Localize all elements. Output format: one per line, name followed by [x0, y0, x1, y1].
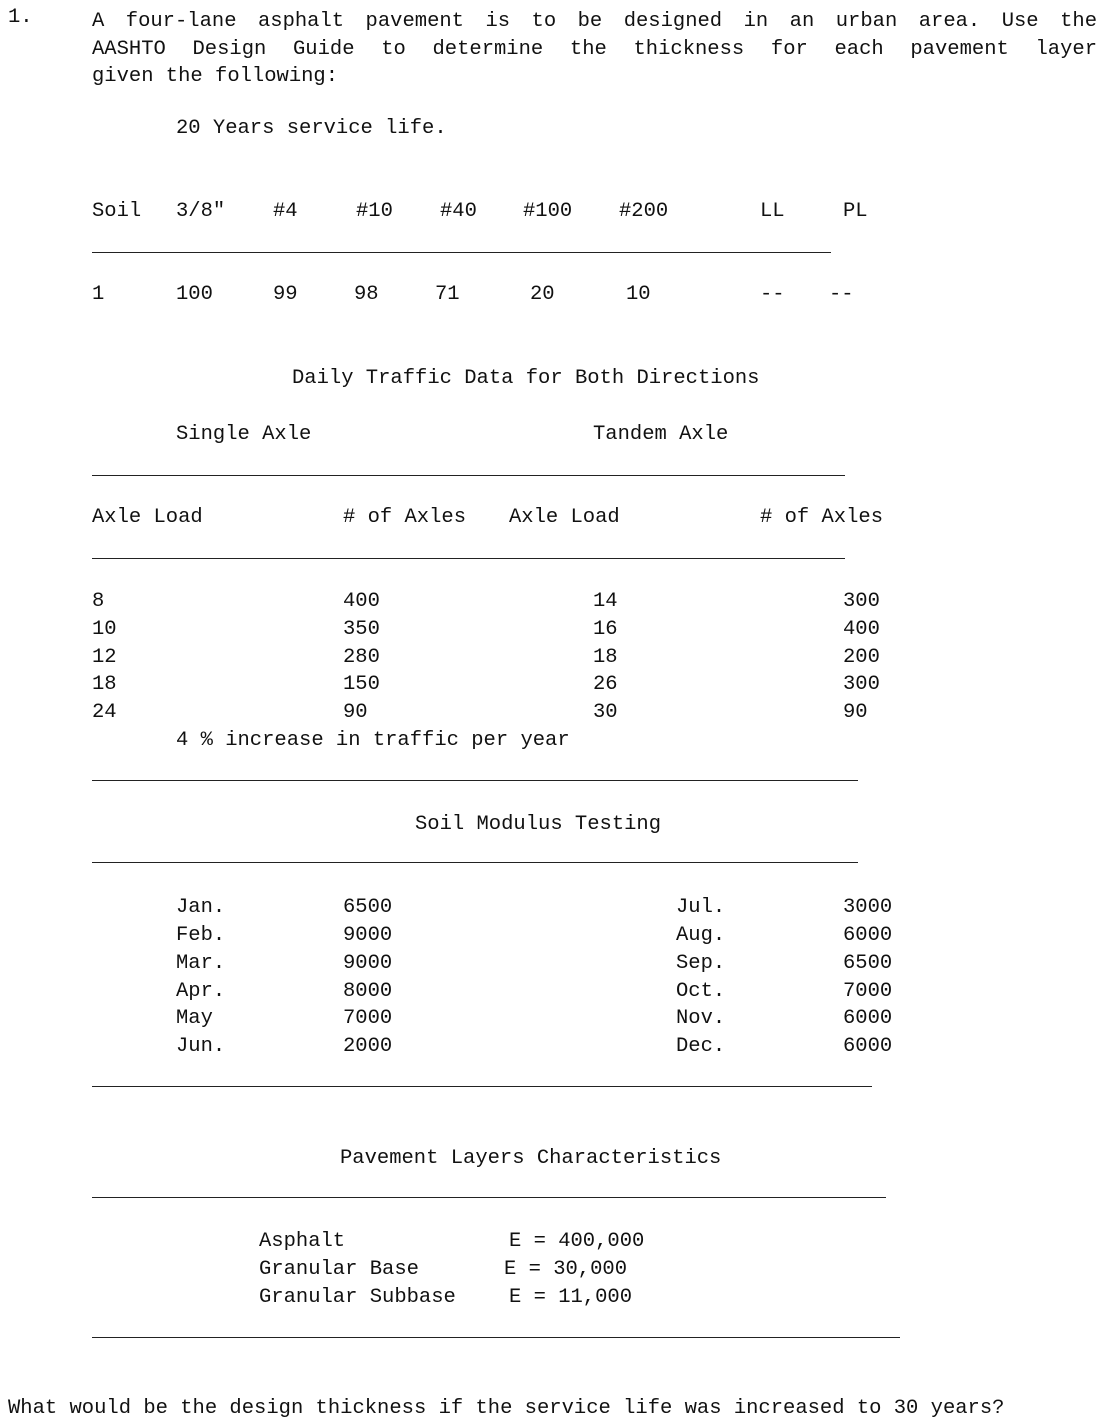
soil-cell: 10 [626, 283, 651, 306]
service-life: 20 Years service life. [176, 117, 447, 140]
traffic-cell: 90 [343, 701, 368, 724]
divider [92, 252, 831, 253]
layer-name: Granular Base [259, 1258, 419, 1281]
month-label: Dec. [676, 1035, 726, 1058]
month-label: Oct. [676, 980, 726, 1003]
soil-header-3-8: 3/8" [176, 200, 226, 223]
layer-modulus: E = 30,000 [504, 1258, 628, 1281]
soil-cell: -- [760, 283, 785, 306]
soil-header-ll: LL [760, 200, 785, 223]
soil-cell: 71 [435, 283, 460, 306]
month-label: Jan. [176, 896, 226, 919]
modulus-value: 3000 [843, 896, 893, 919]
traffic-cell: 350 [343, 618, 380, 641]
modulus-value: 9000 [343, 952, 393, 975]
follow-up-question: What would be the design thickness if the service life was increased to 30 years? [8, 1397, 1005, 1420]
traffic-cell: 16 [593, 618, 618, 641]
traffic-col-header: Axle Load [509, 506, 620, 529]
month-label: Apr. [176, 980, 226, 1003]
soil-cell: 98 [354, 283, 379, 306]
traffic-col-header: # of Axles [343, 506, 467, 529]
traffic-cell: 200 [843, 646, 880, 669]
modulus-value: 6500 [343, 896, 393, 919]
tandem-axle-heading: Tandem Axle [593, 423, 729, 446]
month-label: Jul. [676, 896, 726, 919]
traffic-col-header: # of Axles [760, 506, 884, 529]
traffic-title: Daily Traffic Data for Both Directions [292, 367, 760, 390]
layers-title: Pavement Layers Characteristics [340, 1147, 722, 1170]
month-label: Mar. [176, 952, 226, 975]
traffic-cell: 150 [343, 673, 380, 696]
layer-name: Granular Subbase [259, 1286, 456, 1309]
single-axle-heading: Single Axle [176, 423, 312, 446]
traffic-cell: 12 [92, 646, 117, 669]
soil-header-100: #100 [523, 200, 573, 223]
traffic-cell: 8 [92, 590, 105, 613]
month-label: Nov. [676, 1007, 726, 1030]
divider [92, 1086, 872, 1087]
soil-modulus-title: Soil Modulus Testing [415, 813, 662, 836]
month-label: Sep. [676, 952, 726, 975]
divider [92, 862, 858, 863]
soil-cell: -- [829, 283, 854, 306]
modulus-value: 7000 [843, 980, 893, 1003]
problem-number: 1. [8, 6, 33, 29]
traffic-cell: 300 [843, 673, 880, 696]
month-label: Feb. [176, 924, 226, 947]
traffic-cell: 10 [92, 618, 117, 641]
problem-statement [92, 8, 1097, 91]
traffic-cell: 18 [593, 646, 618, 669]
modulus-value: 6000 [843, 924, 893, 947]
soil-header-soil: Soil [92, 200, 142, 223]
soil-cell: 20 [530, 283, 555, 306]
layer-name: Asphalt [259, 1230, 346, 1253]
traffic-cell: 90 [843, 701, 868, 724]
modulus-value: 6000 [843, 1007, 893, 1030]
problem-line: AASHTO Design Guide to determine the thickness for each pavement layer [92, 37, 1097, 61]
month-label: May [176, 1007, 213, 1030]
traffic-cell: 26 [593, 673, 618, 696]
soil-cell: 99 [273, 283, 298, 306]
soil-cell: 1 [92, 283, 105, 306]
traffic-cell: 18 [92, 673, 117, 696]
layer-modulus: E = 11,000 [509, 1286, 633, 1309]
modulus-value: 6000 [843, 1035, 893, 1058]
soil-header-200: #200 [619, 200, 669, 223]
traffic-cell: 280 [343, 646, 380, 669]
month-label: Aug. [676, 924, 726, 947]
soil-header-40: #40 [440, 200, 477, 223]
problem-line: given the following: [92, 65, 339, 89]
soil-header-pl: PL [843, 200, 868, 223]
traffic-cell: 300 [843, 590, 880, 613]
modulus-value: 8000 [343, 980, 393, 1003]
month-label: Jun. [176, 1035, 226, 1058]
traffic-cell: 24 [92, 701, 117, 724]
problem-line: A four-lane asphalt pavement is to be designed in an urban area. Use the [92, 10, 1097, 33]
divider [92, 475, 845, 476]
modulus-value: 9000 [343, 924, 393, 947]
modulus-value: 2000 [343, 1035, 393, 1058]
soil-cell: 100 [176, 283, 213, 306]
layer-modulus: E = 400,000 [509, 1230, 645, 1253]
soil-header-4: #4 [273, 200, 298, 223]
traffic-cell: 400 [343, 590, 380, 613]
divider [92, 1197, 886, 1198]
traffic-cell: 400 [843, 618, 880, 641]
divider [92, 780, 858, 781]
soil-header-10: #10 [356, 200, 393, 223]
traffic-growth-note: 4 % increase in traffic per year [176, 729, 570, 752]
traffic-cell: 30 [593, 701, 618, 724]
traffic-col-header: Axle Load [92, 506, 203, 529]
modulus-value: 6500 [843, 952, 893, 975]
modulus-value: 7000 [343, 1007, 393, 1030]
traffic-cell: 14 [593, 590, 618, 613]
divider [92, 558, 845, 559]
divider [92, 1337, 900, 1338]
